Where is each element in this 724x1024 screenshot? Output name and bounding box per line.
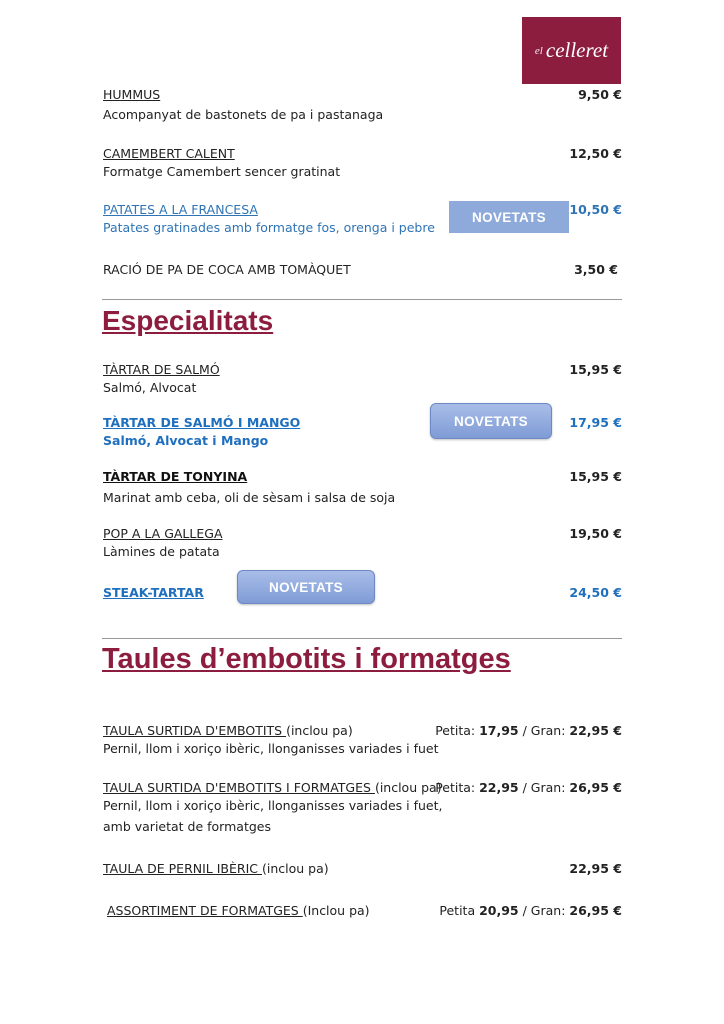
menu-item-name: HUMMUS [103,87,161,102]
menu-item-name-line [103,861,329,876]
large-label: / Gran: [518,903,570,918]
menu-item-name: ASSORTIMENT DE FORMATGES [107,903,303,918]
large-label: / Gran: [518,780,570,795]
menu-item-name: CAMEMBERT CALENT [103,146,235,161]
menu-item-price [439,903,622,918]
small-price: 20,95 [479,903,519,918]
novetats-badge: NOVETATS [449,201,569,233]
menu-item-name: TÀRTAR DE SALMÓ I MANGO [103,415,301,430]
large-price: 26,95 € [569,903,622,918]
novetats-badge: NOVETATS [237,570,375,604]
menu-item-desc: Marinat amb ceba, oli de sèsam i salsa de soja [103,490,396,505]
divider [102,299,622,300]
menu-item-name: STEAK-TARTAR [103,585,204,600]
menu-item-desc: Salmó, Alvocat [103,380,197,395]
menu-item-name: RACIÓ DE PA DE COCA AMB TOMÀQUET [103,262,351,277]
small-price: 17,95 [479,723,519,738]
logo-prefix: el [534,44,543,57]
section-title-taules: Taules d’embotits i formatges [102,643,511,675]
menu-item-name: TAULA SURTIDA D'EMBOTITS I FORMATGES [103,780,375,795]
menu-item-name: PATATES A LA FRANCESA [103,202,258,217]
menu-item-name: TÀRTAR DE TONYINA [103,469,248,484]
menu-item-suffix: (inclou pa) [261,861,329,876]
menu-item-desc: Salmó, Alvocat i Mango [103,433,269,448]
logo-text: celleret [545,38,609,62]
menu-item-name: TAULA DE PERNIL IBÈRIC [103,861,262,876]
menu-item-price: 15,95 € [569,362,622,377]
menu-item-name: TÀRTAR DE SALMÓ [103,362,220,377]
menu-item-desc: Pernil, llom i xoriço ibèric, llonganisses variades i fuet, [103,798,443,813]
menu-item-price: 12,50 € [569,146,622,161]
menu-item-name-line [103,780,442,795]
menu-item-price: 9,50 € [578,87,622,102]
small-label: Petita: [435,780,480,795]
menu-item-name-line [107,903,370,918]
menu-item-name: POP A LA GALLEGA [103,526,223,541]
menu-item-price: 17,95 € [569,415,622,430]
large-price: 22,95 € [569,723,622,738]
menu-item-desc-2: amb varietat de formatges [103,819,271,834]
menu-item-desc: Formatge Camembert sencer gratinat [103,164,341,179]
menu-item-suffix: (Inclou pa) [302,903,370,918]
menu-item-name: TAULA SURTIDA D'EMBOTITS [103,723,287,738]
section-title-especialitats: Especialitats [102,305,274,336]
small-label: Petita [439,903,480,918]
large-label: / Gran: [518,723,570,738]
menu-item-desc: Pernil, llom i xoriço ibèric, llonganisses variades i fuet [103,741,439,756]
menu-item-price: 10,50 € [569,202,622,217]
brand-logo [522,17,621,84]
menu-item-price: 22,95 € [569,861,622,876]
menu-item-desc: Patates gratinades amb formatge fos, orenga i pebre [103,220,435,235]
menu-item-suffix: (inclou pa) [374,780,442,795]
menu-item-price: 3,50 € [574,262,618,277]
small-price: 22,95 [479,780,519,795]
menu-item-price: 24,50 € [569,585,622,600]
menu-item-suffix: (inclou pa) [286,723,353,738]
divider [102,638,622,639]
menu-item-desc: Làmines de patata [103,544,220,559]
menu-item-name-line [103,723,353,738]
small-label: Petita: [435,723,480,738]
menu-item-price [435,780,622,795]
novetats-badge: NOVETATS [430,403,552,439]
menu-item-price: 19,50 € [569,526,622,541]
menu-item-price [435,723,622,738]
menu-item-desc: Acompanyat de bastonets de pa i pastanaga [103,107,384,122]
large-price: 26,95 € [569,780,622,795]
menu-item-price: 15,95 € [569,469,622,484]
